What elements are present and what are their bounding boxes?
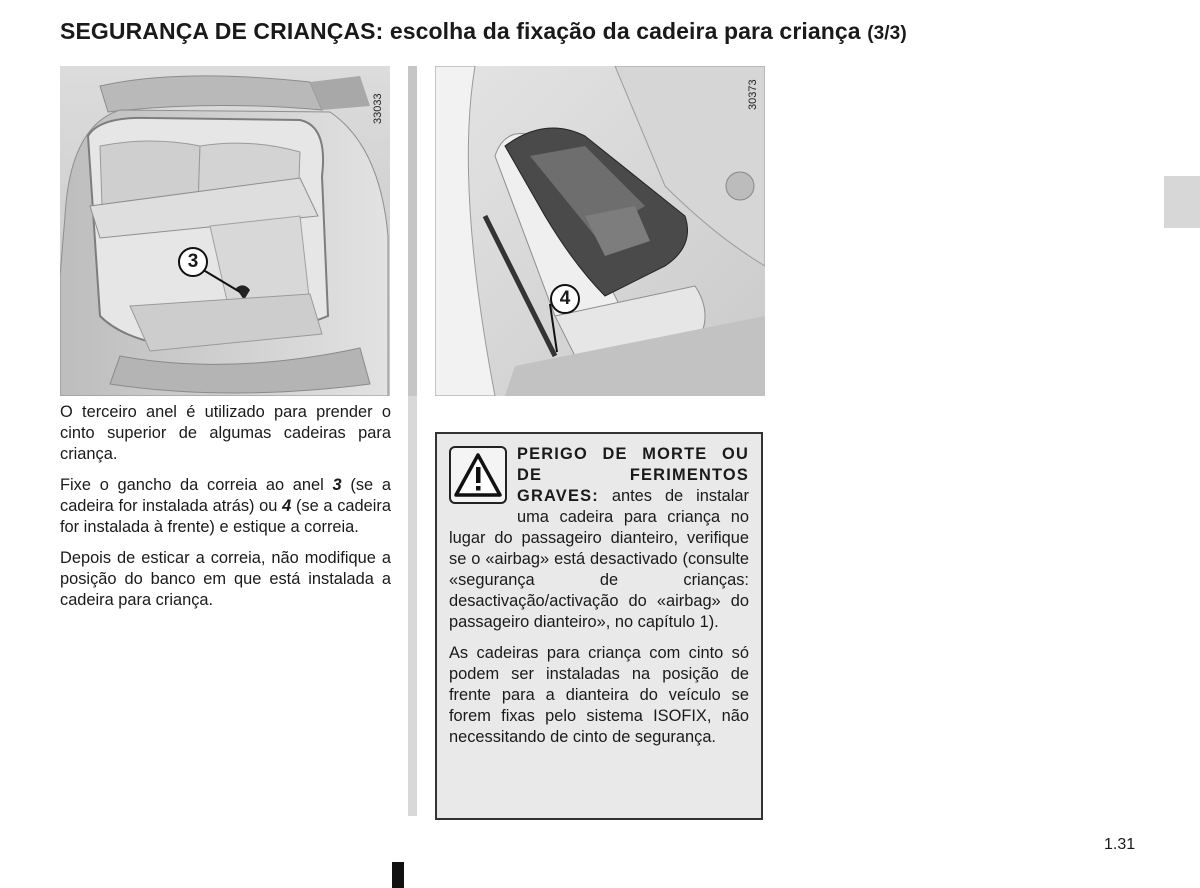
body-text (60, 402, 391, 621)
column-divider (408, 66, 417, 816)
crop-mark (392, 862, 404, 888)
callout-number: 4 (550, 284, 580, 314)
warning-heading: PERIGO DE MORTE OU DE FERIMENTOS GRAVES: (517, 445, 749, 505)
ring-ref: 4 (282, 497, 292, 515)
paragraph: O terceiro anel é utilizado para prender o cinto superior de algumas cadeiras para criança. (60, 403, 391, 463)
ring-ref: 3 (332, 476, 342, 494)
figure-ref-number: 30373 (747, 79, 759, 110)
trunk-illustration (60, 66, 390, 396)
page-title (60, 18, 1060, 45)
paragraph: Depois de esticar a correia, não modifique a posição do banco em que está instalada a cadeira para criança. (60, 549, 391, 609)
page-number: 1.31 (1104, 836, 1136, 853)
title-main: SEGURANÇA DE CRIANÇAS: escolha da fixação da cadeira para criança (60, 18, 861, 44)
paragraph: Fixe o gancho da correia ao anel 3 (se a cadeira for instalada atrás) ou 4 (se a cadeira for instalada à frente) e estique a correia. (60, 476, 391, 536)
warning-paragraph: As cadeiras para criança com cinto só podem ser instaladas na posição de frente para a dianteira do veículo se forem fixas pelo sistema ISOFIX, não necessitando de cinto de segurança. (449, 644, 749, 746)
figure-ref-number: 33033 (372, 93, 384, 124)
front-seat-illustration (435, 66, 765, 396)
chapter-tab (1164, 176, 1200, 228)
title-part-indicator: (3/3) (867, 23, 907, 44)
warning-box (435, 432, 763, 820)
callout-number: 3 (178, 247, 208, 277)
warning-paragraph: PERIGO DE MORTE OU DE FERIMENTOS GRAVES: antes de instalar uma cadeira para criança no lugar do passageiro dianteiro, verifique se o «airbag» está desactivado (consulte «segurança de crianças: desactivação/activação do «airbag» do passageiro dianteiro», no capítulo 1). (449, 445, 749, 631)
warning-triangle-icon (449, 446, 507, 504)
